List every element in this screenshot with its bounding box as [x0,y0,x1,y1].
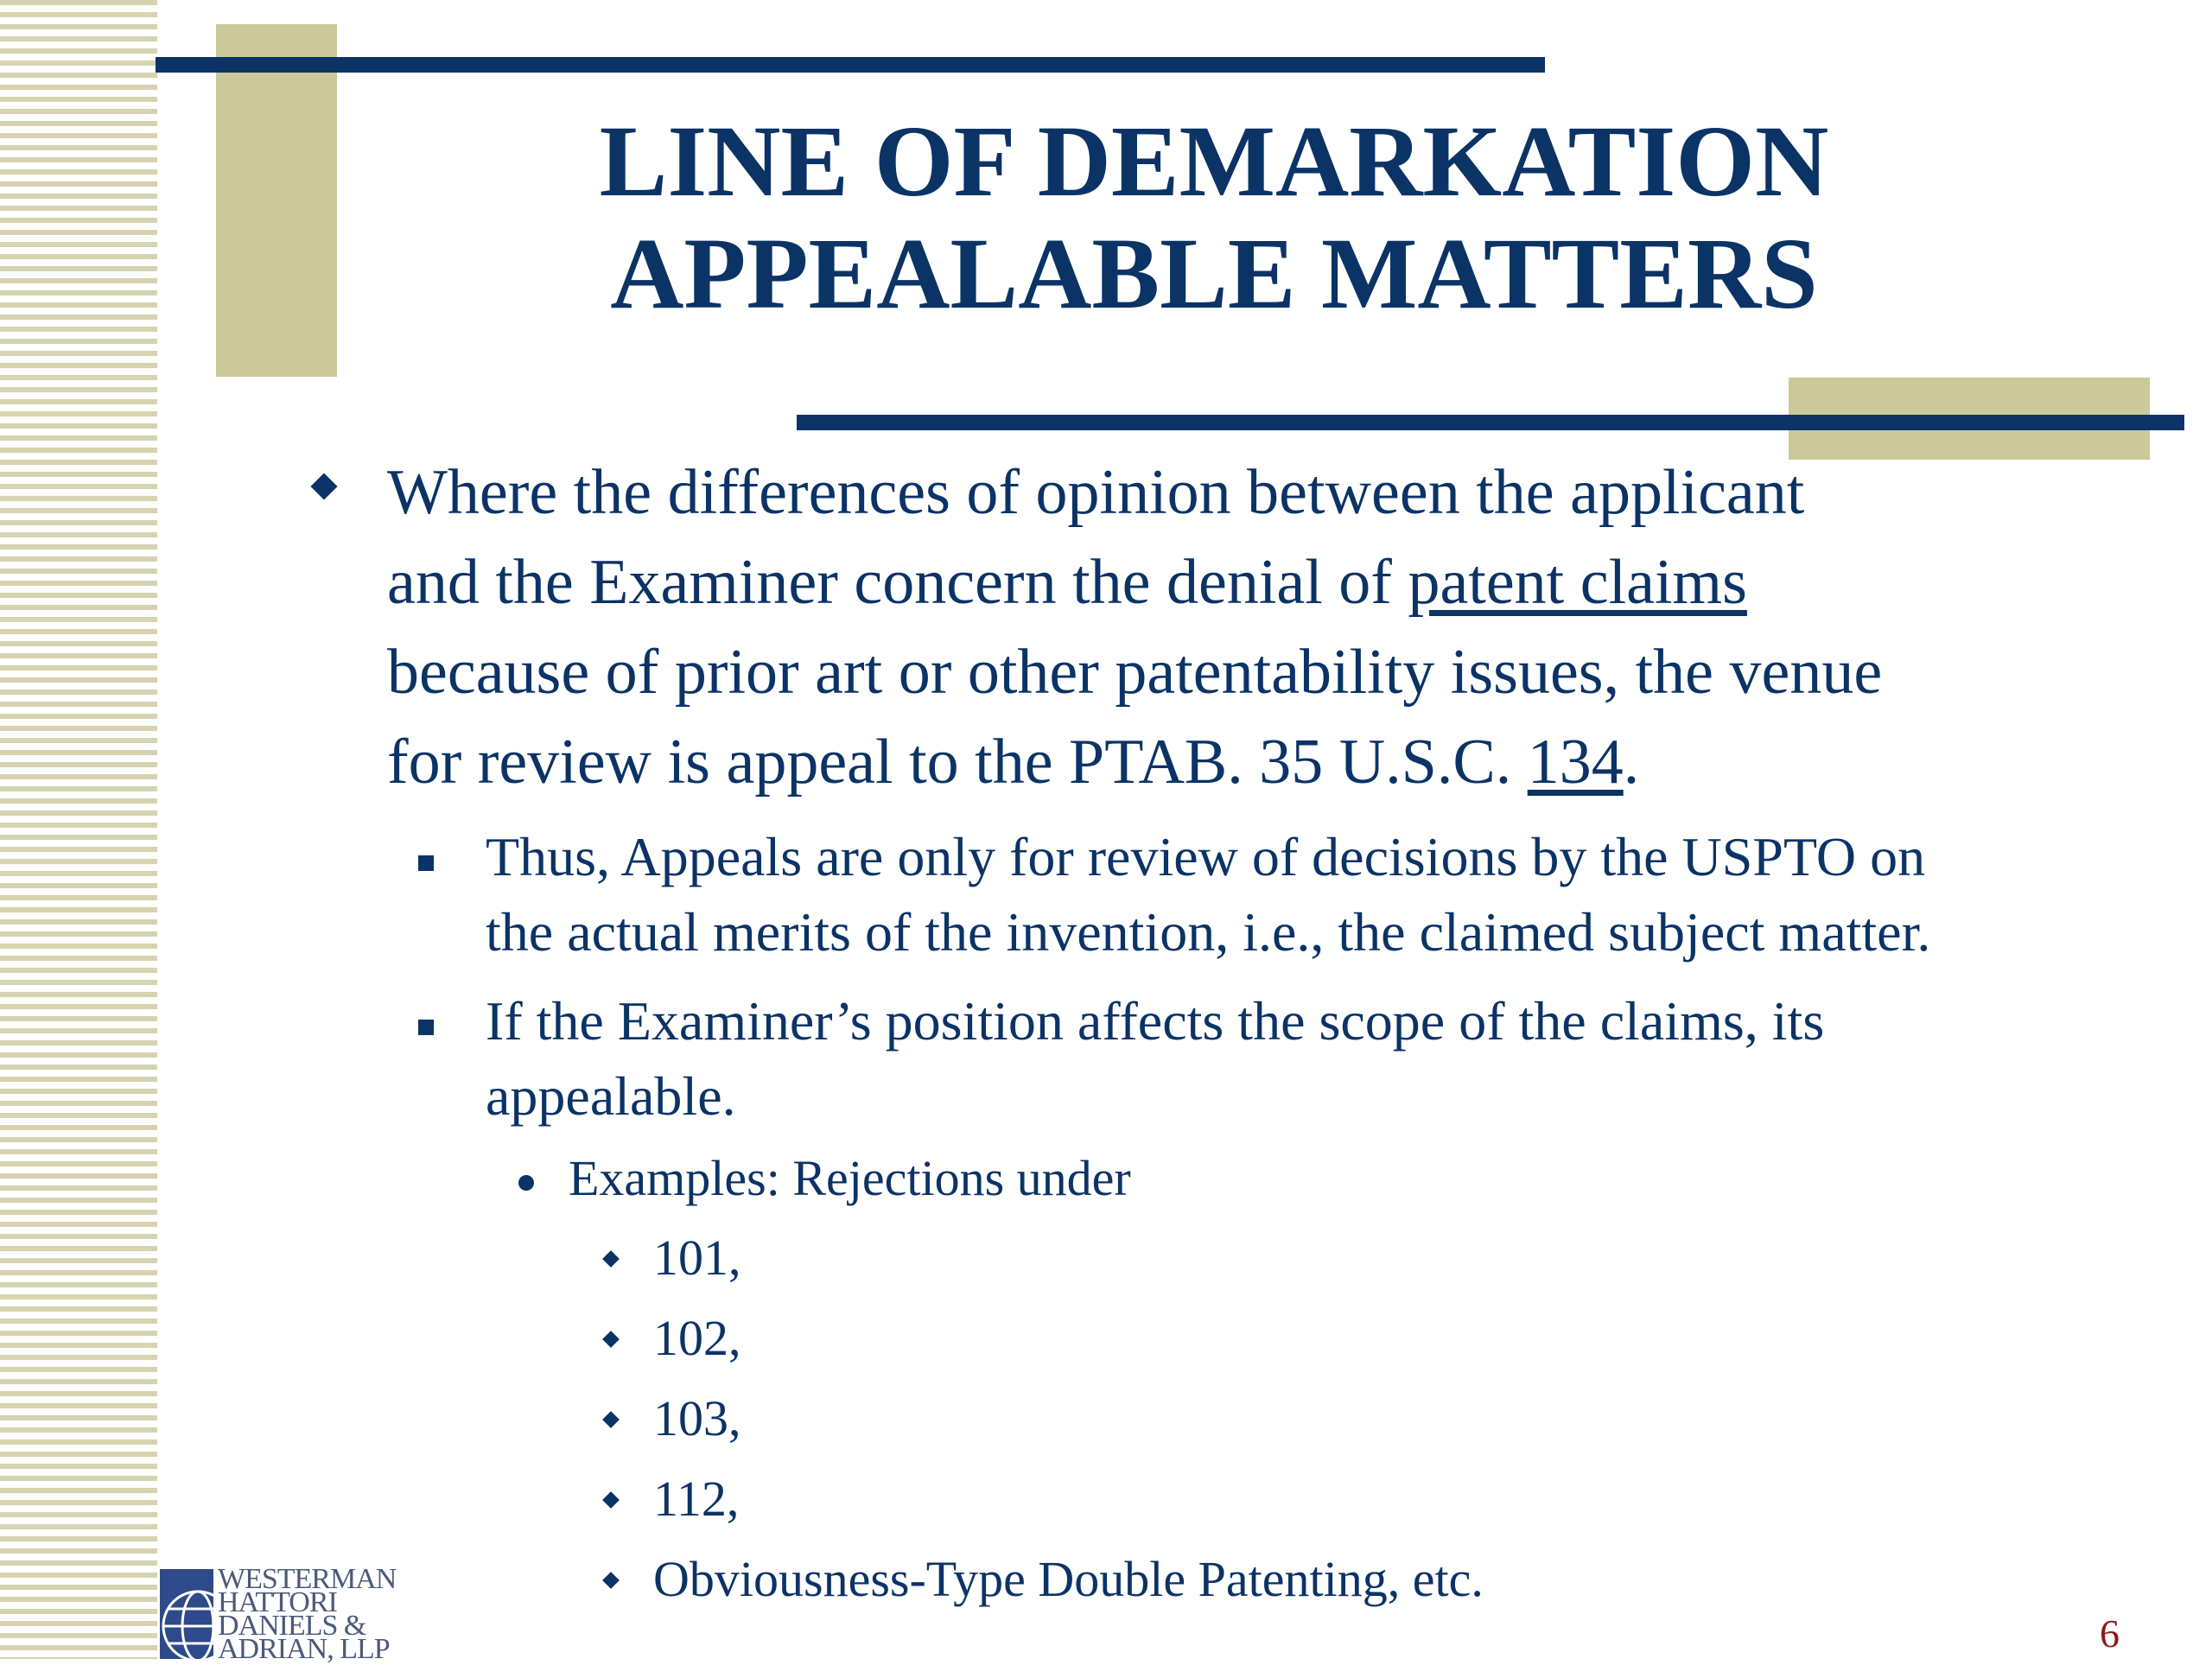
statute-134-link[interactable]: 134 [1527,727,1624,798]
example-item: 101, [653,1230,741,1286]
bullet-main-line-4: for review is appeal to the PTAB. 35 U.S.C. 134. [387,727,1640,798]
slide-title [484,105,1944,330]
sub-bullet-2-line-1: If the Examiner’s position affects the scope of the claims, its [486,990,1825,1052]
patent-claims-link[interactable]: patent claims [1408,547,1747,618]
firm-logo-text [218,1563,397,1665]
diamond-bullet-icon [602,1331,620,1348]
examples-label: Examples: Rejections under [569,1150,1131,1206]
square-bullet-icon [418,855,434,871]
title-line-1: LINE OF DEMARKATION [599,105,1829,218]
title-underline-rule [797,415,2184,430]
striped-sidebar-decoration [0,0,157,1659]
example-item: Obviousness-Type Double Patenting, etc. [653,1551,1484,1607]
diamond-bullet-icon [602,1572,620,1589]
bullet-main-line-3: because of prior art or other patentability issues, the venue [387,637,1883,708]
example-item: 102, [653,1310,741,1366]
top-rule [156,57,1545,73]
logo-line: HATTORI [218,1586,337,1618]
logo-line: WESTERMAN [218,1563,397,1595]
bullet-main-line-2: and the Examiner concern the denial of patent claims [387,547,1747,618]
diamond-bullet-icon [310,473,337,499]
example-item: 103, [653,1390,741,1446]
diamond-bullet-icon [602,1250,620,1268]
sub-bullet-1-line-1: Thus, Appeals are only for review of decisions by the USPTO on [486,826,1926,887]
example-item: 112, [653,1471,740,1527]
round-bullet-icon [518,1175,534,1191]
logo-line: DANIELS & [218,1610,366,1642]
page-number: 6 [2100,1611,2120,1655]
sub-bullet-1-line-2: the actual merits of the invention, i.e., the claimed subject matter. [486,901,1931,963]
bullet-main-line-1: Where the differences of opinion between the applicant [387,457,1805,528]
khaki-block-left [216,24,337,377]
logo-line: ADRIAN, LLP [218,1633,390,1665]
diamond-bullet-icon [602,1491,620,1509]
title-line-2: APPEALABLE MATTERS [610,217,1818,330]
sub-bullet-2-line-2: appealable. [486,1065,736,1127]
square-bullet-icon [418,1020,434,1035]
diamond-bullet-icon [602,1411,620,1428]
